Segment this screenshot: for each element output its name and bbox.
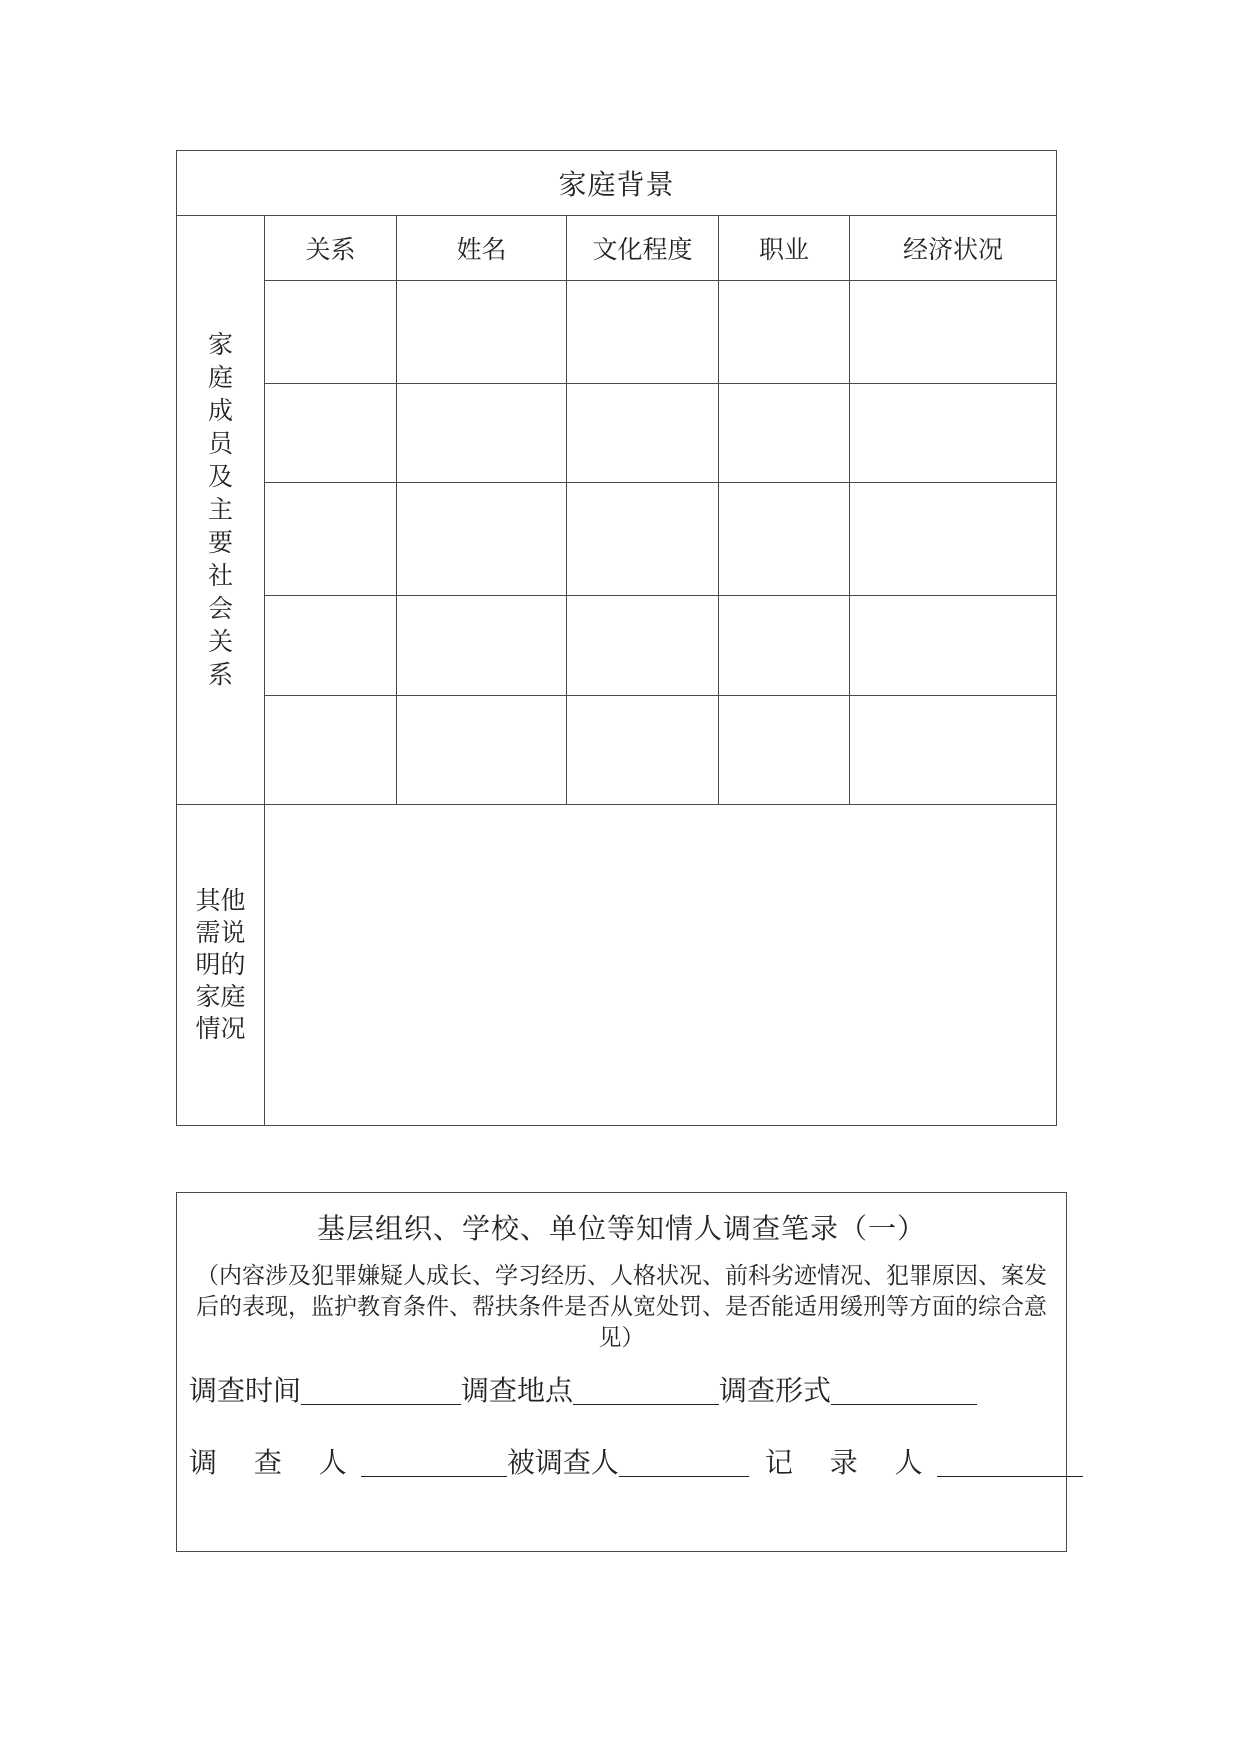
other-family-details-field[interactable] <box>265 804 1057 1125</box>
family-background-title: 家庭背景 <box>177 151 1057 216</box>
cell-name[interactable] <box>397 695 567 804</box>
cell-relation[interactable] <box>265 384 397 483</box>
members-label-cell <box>177 216 265 805</box>
cell-education[interactable] <box>567 281 719 384</box>
survey-time-label: 调查时间 <box>189 1374 302 1407</box>
column-header-education: 文化程度 <box>567 216 719 281</box>
cell-education[interactable] <box>567 483 719 596</box>
members-label: 家庭成员及主要社会关系 <box>207 330 233 690</box>
cell-name[interactable] <box>397 483 567 596</box>
cell-name[interactable] <box>397 384 567 483</box>
cell-economic-status[interactable] <box>850 384 1057 483</box>
respondent-field[interactable] <box>619 1446 749 1477</box>
column-header-occupation: 职业 <box>719 216 850 281</box>
table-row <box>177 281 1057 384</box>
family-background-table <box>176 150 1057 1126</box>
table-row <box>177 695 1057 804</box>
cell-occupation[interactable] <box>719 384 850 483</box>
investigator-field[interactable] <box>361 1446 507 1477</box>
cell-economic-status[interactable] <box>850 695 1057 804</box>
cell-education[interactable] <box>567 596 719 695</box>
column-header-name: 姓名 <box>397 216 567 281</box>
survey-form-label: 调查形式 <box>719 1374 832 1407</box>
other-label-cell <box>177 804 265 1125</box>
cell-relation[interactable] <box>265 483 397 596</box>
cell-occupation[interactable] <box>719 695 850 804</box>
cell-economic-status[interactable] <box>850 596 1057 695</box>
interview-record-box <box>176 1192 1067 1552</box>
survey-location-label: 调查地点 <box>461 1374 574 1407</box>
cell-name[interactable] <box>397 596 567 695</box>
cell-occupation[interactable] <box>719 596 850 695</box>
other-family-label: 其他需说明的家庭情况 <box>195 885 246 1043</box>
record-row-time-location-form <box>189 1369 1054 1409</box>
cell-relation[interactable] <box>265 596 397 695</box>
interview-record-title: 基层组织、学校、单位等知情人调查笔录（一） <box>316 1212 926 1245</box>
cell-education[interactable] <box>567 695 719 804</box>
table-row <box>177 384 1057 483</box>
column-header-relation: 关系 <box>265 216 397 281</box>
investigator-label: 调 查 人 <box>189 1446 361 1479</box>
interview-record-note: （内容涉及犯罪嫌疑人成长、学习经历、人格状况、前科劣迹情况、犯罪原因、案发后的表现，监护教育条件、帮扶条件是否从宽处罚、是否能适用缓刑等方面的综合意见） <box>196 1263 1047 1351</box>
cell-education[interactable] <box>567 384 719 483</box>
survey-form-field[interactable] <box>831 1374 977 1405</box>
survey-location-field[interactable] <box>573 1374 719 1405</box>
record-row-people <box>189 1441 1054 1481</box>
recorder-label: 记 录 人 <box>764 1446 937 1479</box>
table-row <box>177 596 1057 695</box>
cell-relation[interactable] <box>265 281 397 384</box>
cell-economic-status[interactable] <box>850 483 1057 596</box>
survey-time-field[interactable] <box>301 1374 461 1405</box>
cell-occupation[interactable] <box>719 483 850 596</box>
cell-occupation[interactable] <box>719 281 850 384</box>
column-header-economic-status: 经济状况 <box>850 216 1057 281</box>
cell-name[interactable] <box>397 281 567 384</box>
recorder-field[interactable] <box>937 1446 1083 1477</box>
table-row <box>177 483 1057 596</box>
respondent-label: 被调查人 <box>506 1446 619 1479</box>
cell-relation[interactable] <box>265 695 397 804</box>
cell-economic-status[interactable] <box>850 281 1057 384</box>
